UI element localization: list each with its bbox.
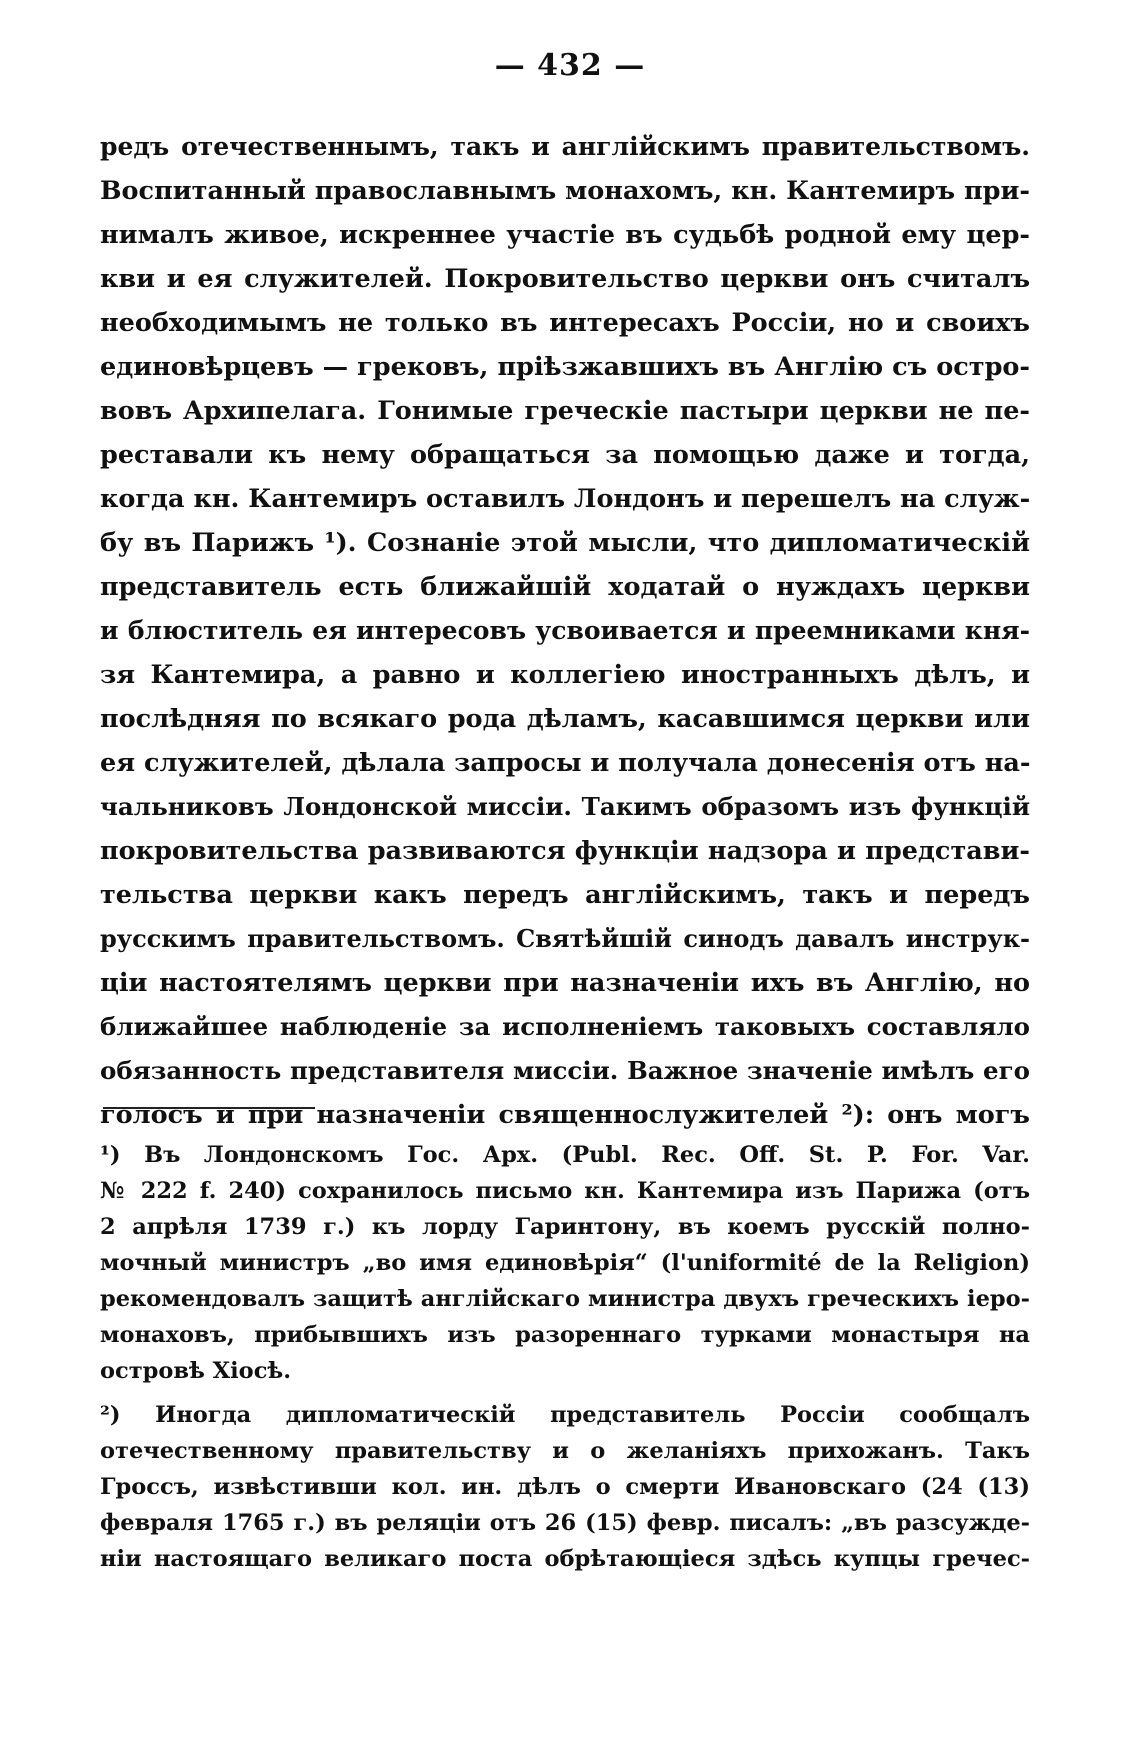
footnote-line: 2 апрѣля 1739 г.) къ лорду Гаринтону, въ коемъ русскій полно- <box>100 1214 1030 1240</box>
text-line: вовъ Архипелага. Гонимые греческіе пастыри церкви не пе- <box>100 396 1030 426</box>
footnote-1 <box>100 1137 1030 1389</box>
text-line: зя Кантемира, а равно и коллегіею иностранныхъ дѣлъ, и <box>100 660 1030 690</box>
text-line: обязанность представителя миссіи. Важное значеніе имѣлъ его <box>100 1056 1030 1085</box>
footnote-line: Гроссъ, извѣстивши кол. ин. дѣлъ о смерти Ивановскаго (24 (13) <box>100 1474 1030 1500</box>
footnote-line: ніи настоящаго великаго поста обрѣтающіеся здѣсь купцы гречес- <box>100 1546 1030 1572</box>
main-text <box>100 125 1030 1137</box>
text-line: Воспитанный православнымъ монахомъ, кн. Кантемиръ при- <box>100 176 1030 206</box>
footnote-line: ¹) Въ Лондонскомъ Гос. Арх. (Publ. Rec. Off. St. P. For. Var. <box>100 1142 1030 1168</box>
footnote-line: отечественному правительству и о желаніяхъ прихожанъ. Такъ <box>100 1438 1030 1464</box>
text-line: необходимымъ не только въ интересахъ Россіи, но и своихъ <box>100 308 1030 338</box>
text-line: ціи настоятелямъ церкви при назначеніи ихъ въ Англію, но <box>100 968 1030 998</box>
page-number: — 432 — <box>494 48 646 83</box>
footnote-line: монаховъ, прибывшихъ изъ разореннаго турками монастыря на <box>100 1322 1030 1348</box>
footnote-line: февраля 1765 г.) въ реляціи отъ 26 (15) февр. писалъ: „въ разсужде- <box>100 1510 1030 1536</box>
footnote-divider <box>103 1107 315 1109</box>
footnotes <box>100 1137 1030 1577</box>
text-line: тельства церкви какъ передъ англійскимъ, такъ и передъ <box>100 880 1030 910</box>
text-line: голосъ и при назначеніи священнослужителей ²): онъ могъ <box>100 1100 1030 1130</box>
footnote-line: ²) Иногда дипломатическій представитель Россіи сообщалъ <box>100 1402 1030 1428</box>
text-line: ея служителей, дѣлала запросы и получала донесенія отъ на- <box>100 748 1031 778</box>
text-line: послѣдняя по всякаго рода дѣламъ, касавшимся церкви или <box>100 704 1030 734</box>
text-line: нималъ живое, искреннее участіе въ судьбѣ родной ему цер- <box>100 220 1030 250</box>
footnote-line: островѣ Хіосѣ. <box>100 1358 292 1384</box>
text-line: представитель есть ближайшій ходатай о нуждахъ церкви <box>100 572 1030 602</box>
text-line: и блюститель ея интересовъ усвоивается и преемниками кня- <box>100 616 1030 645</box>
text-line: когда кн. Кантемиръ оставилъ Лондонъ и перешелъ на служ- <box>100 484 1031 514</box>
text-line: ближайшее наблюденіе за исполненіемъ таковыхъ составляло <box>100 1012 1030 1041</box>
text-line: русскимъ правительствомъ. Святѣйшій синодъ давалъ инструк- <box>100 924 1030 953</box>
text-line: редъ отечественнымъ, такъ и англійскимъ правительствомъ. <box>100 132 1030 161</box>
text-line: бу въ Парижъ ¹). Сознаніе этой мысли, что дипломатическій <box>100 528 1030 558</box>
text-line: реставали къ нему обращаться за помощью даже и тогда, <box>100 440 1030 470</box>
footnote-2 <box>100 1397 1030 1577</box>
footnote-line: рекомендовалъ защитѣ англійскаго министра двухъ греческихъ іеро- <box>100 1286 1030 1312</box>
text-line: покровительства развиваются функціи надзора и представи- <box>100 836 1030 866</box>
footnote-line: мочный министръ „во имя единовѣрія“ (l'uniformité de la Religion) <box>100 1250 1030 1276</box>
footnote-line: № 222 f. 240) сохранилось письмо кн. Кантемира изъ Парижа (отъ <box>100 1178 1030 1204</box>
text-line: единовѣрцевъ — грековъ, пріѣзжавшихъ въ Англію съ остро- <box>100 352 1030 382</box>
text-line: кви и ея служителей. Покровительство церкви онъ считалъ <box>100 264 1030 294</box>
text-line: чальниковъ Лондонской миссіи. Такимъ образомъ изъ функцій <box>100 792 1030 821</box>
